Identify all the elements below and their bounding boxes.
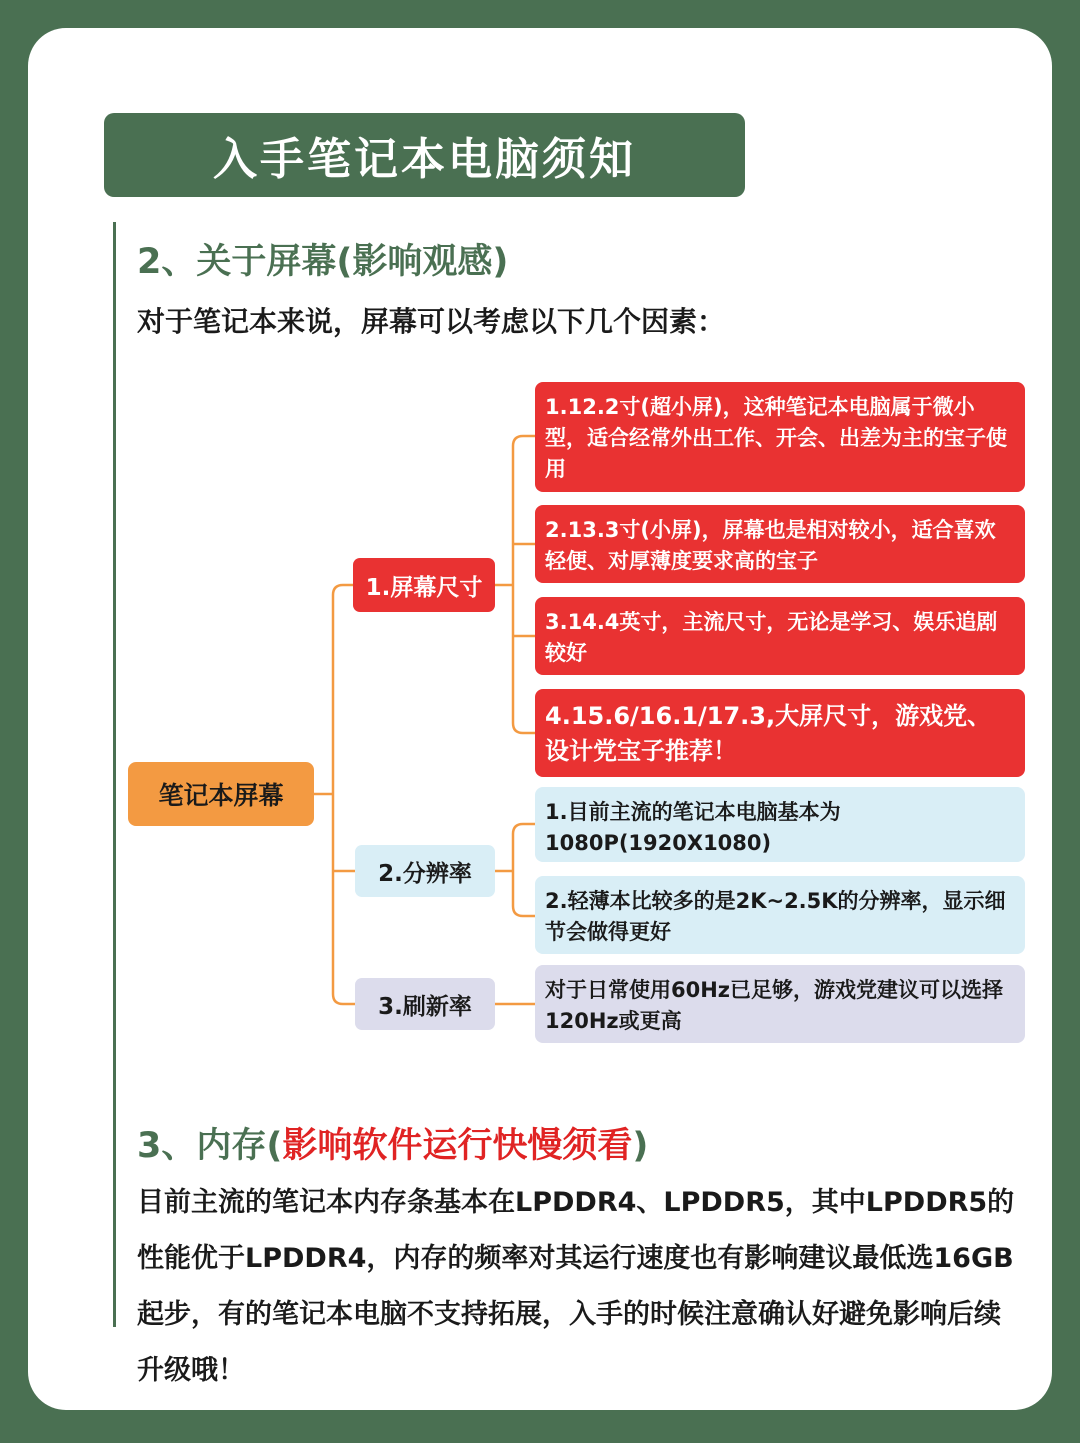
resolution-item-2: 2.轻薄本比较多的是2K~2.5K的分辨率，显示细节会做得更好 — [535, 876, 1025, 954]
memory-heading-accent: 影响软件运行快慢须看 — [282, 1126, 633, 1166]
size-item-1: 1.12.2寸(超小屏)，这种笔记本电脑属于微小型，适合经常外出工作、开会、出差为主的宝子使用 — [535, 382, 1025, 492]
connector-size-trunk — [513, 436, 535, 733]
memory-heading-prefix: 3、内存( — [137, 1126, 283, 1166]
connector-res-trunk — [513, 824, 535, 916]
connector-root-trunk — [333, 585, 355, 1004]
refresh-rate-item-1: 对于日常使用60Hz已足够，游戏党建议可以选择120Hz或更高 — [535, 965, 1025, 1043]
page-title: 入手笔记本电脑须知 — [104, 113, 745, 197]
branch-resolution: 2.分辨率 — [355, 845, 495, 897]
memory-heading-suffix: ) — [632, 1126, 649, 1166]
mindmap-root: 笔记本屏幕 — [128, 762, 314, 826]
branch-screen-size: 1.屏幕尺寸 — [353, 558, 495, 612]
memory-section-body: 目前主流的笔记本内存条基本在LPDDR4、LPDDR5，其中LPDDR5的性能优于LPDDR4，内存的频率对其运行速度也有影响建议最低选16GB起步，有的笔记本电脑不支持拓展，入手的时候注意确认好避免影响后续升级哦！ — [137, 1187, 1015, 1386]
screen-section-intro: 对于笔记本来说，屏幕可以考虑以下几个因素： — [137, 305, 726, 338]
size-item-2: 2.13.3寸(小屏)，屏幕也是相对较小，适合喜欢轻便、对厚薄度要求高的宝子 — [535, 505, 1025, 583]
memory-section-heading — [137, 1118, 648, 1168]
size-item-4: 4.15.6/16.1/17.3,大屏尺寸，游戏党、设计党宝子推荐！ — [535, 689, 1025, 777]
branch-refresh-rate: 3.刷新率 — [355, 978, 495, 1030]
size-item-3: 3.14.4英寸，主流尺寸，无论是学习、娱乐追剧较好 — [535, 597, 1025, 675]
screen-section-heading: 2、关于屏幕(影响观感) — [137, 242, 509, 282]
resolution-item-1: 1.目前主流的笔记本电脑基本为1080P(1920X1080) — [535, 787, 1025, 862]
